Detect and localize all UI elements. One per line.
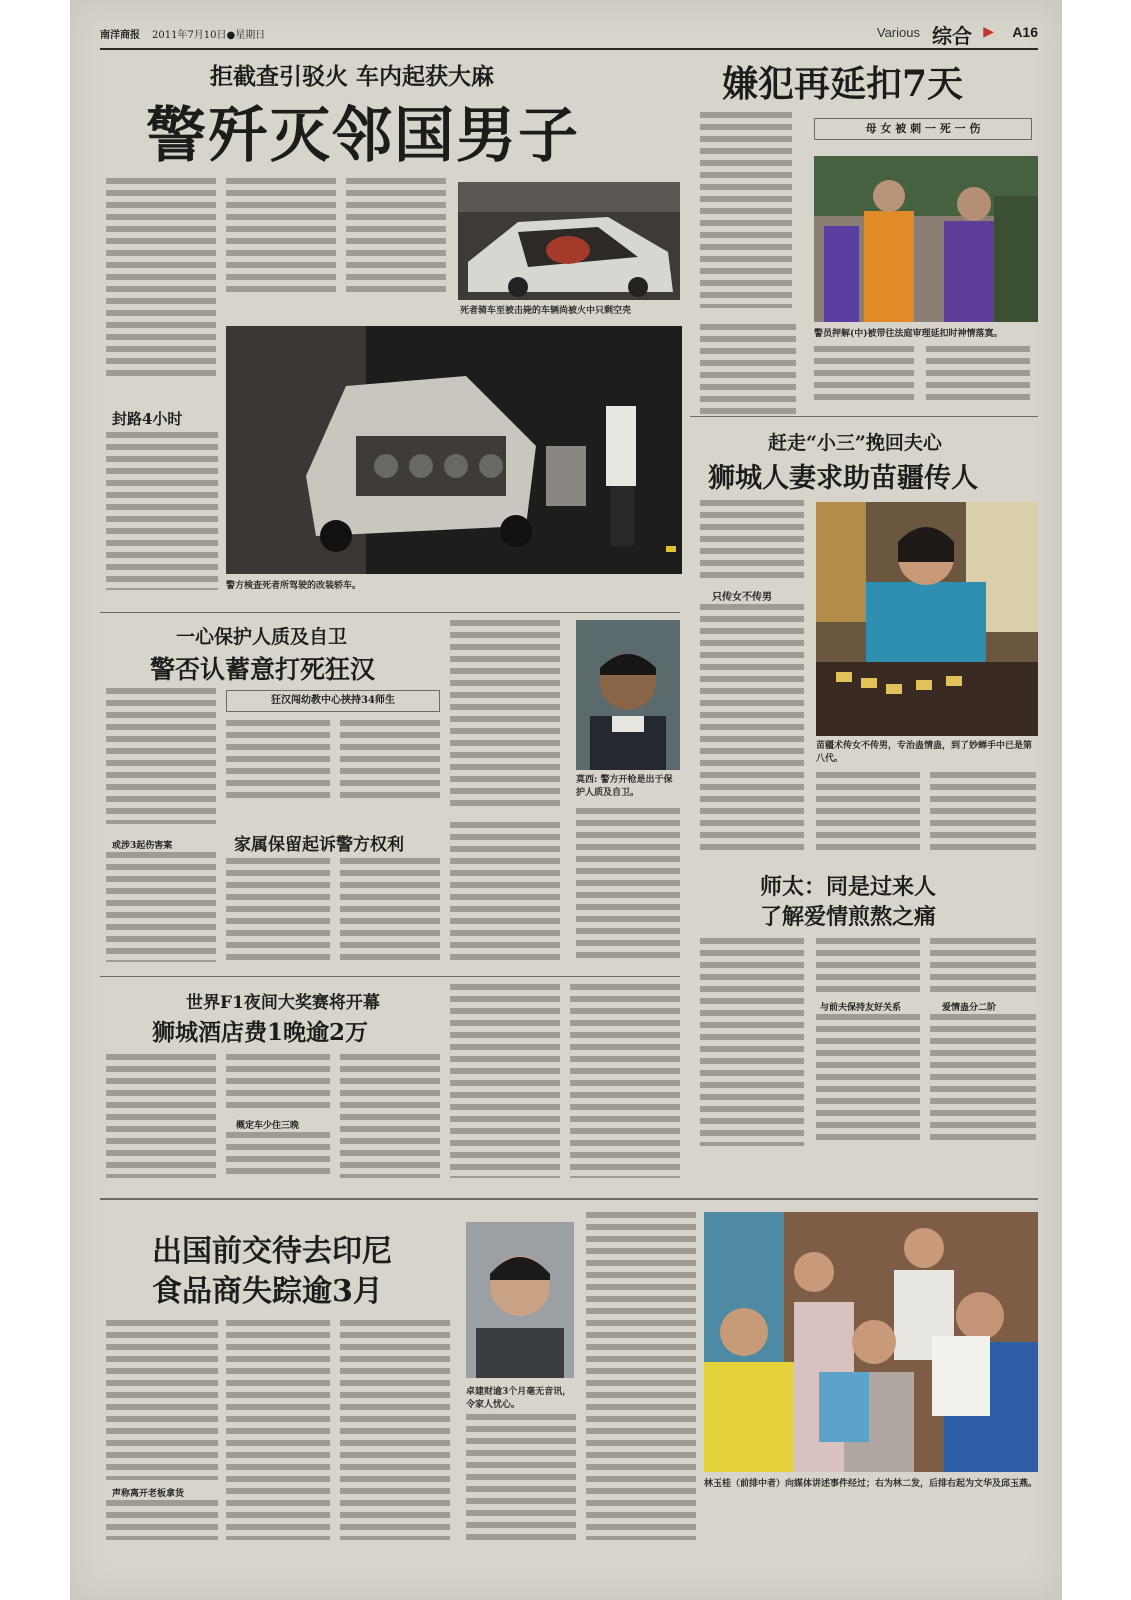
police-body-col-3 [346, 178, 446, 296]
mistress-subhead-2: 与前夫保持友好关系 [820, 1003, 902, 1013]
f1-body-col-5 [450, 984, 560, 1178]
hostage-body-col-2 [226, 720, 330, 804]
missing-headline-2: 食品商失踪逾3月 [152, 1274, 383, 1309]
suspect-image [814, 156, 1038, 322]
page-header [100, 18, 1038, 50]
police-body-col-4 [106, 432, 218, 590]
mistress-headline: 狮城人妻求助苗疆传人 [708, 463, 978, 494]
f1-subhead: 概定车少住三晚 [236, 1121, 300, 1131]
hostage-body-col-5 [106, 852, 216, 962]
police-kicker: 拒截查引驳火 车内起获大麻 [210, 63, 495, 90]
divider [100, 976, 680, 977]
family-photo [704, 1212, 1038, 1472]
missing-headline-1: 出国前交待去印尼 [152, 1234, 392, 1269]
police-chief-photo [576, 620, 680, 770]
family-caption: 林玉桂（前排中者）向媒体讲述事件经过；右为林二发，后排右起为文华及邱玉燕。 [704, 1479, 1038, 1489]
play-arrow-icon: ▶ [983, 24, 994, 40]
suspect-body-col-2 [700, 324, 796, 414]
police-chief-caption: 莫西: 警方开枪是出于保护人质及自卫。 [576, 775, 673, 798]
suspect-body-col-1 [700, 112, 792, 308]
mistress-body-col-9 [930, 1014, 1036, 1146]
missing-man-image [466, 1222, 574, 1378]
mistress-headline-2b: 了解爱情煎熬之痛 [760, 904, 937, 930]
suspect-kicker-box: 母 女 被 刺 一 死 一 伤 [814, 118, 1032, 140]
hostage-body-col-3 [340, 720, 440, 804]
hostage-subhead-2: 家属保留起诉警方权利 [234, 835, 404, 855]
missing-subhead: 声称离开老板拿货 [112, 1489, 185, 1499]
section-label-zh: 综合 [932, 24, 972, 48]
sorceress-caption: 苗疆术传女不传男，专治蛊情蛊，到了妙蝉手中已是第八代。 [816, 741, 1033, 764]
hostage-body-col-6 [226, 858, 330, 962]
page-number: A16 [1012, 24, 1038, 40]
burnt-car-caption: 死者骑车至被击毙的车辆尚被火中只剩空壳 [460, 306, 632, 316]
burnt-car-image [458, 182, 680, 300]
hostage-headline: 警否认蓄意打死狂汉 [150, 655, 376, 684]
missing-body-col-2 [106, 1500, 218, 1540]
suspect-headline: 嫌犯再延扣7天 [722, 63, 964, 105]
crime-scene-caption: 警方検查死者所驾驶的改装轿车。 [226, 581, 362, 591]
mistress-body-col-6 [816, 938, 920, 994]
suspect-body-col-3 [814, 346, 914, 406]
paper-name: 南洋商报 [100, 30, 140, 41]
hostage-body-col-4 [450, 620, 560, 810]
mistress-body-col-5 [700, 938, 804, 1146]
divider [690, 416, 1038, 417]
hostage-body-col-1 [106, 688, 216, 824]
burnt-car-photo [458, 182, 680, 300]
f1-body-col-1 [106, 1054, 216, 1178]
f1-headline: 狮城酒店费1晚逾2万 [152, 1019, 369, 1046]
missing-body-col-5 [466, 1414, 576, 1540]
f1-kicker: 世界F1夜间大奖赛将开幕 [186, 993, 380, 1013]
crime-scene-photo [226, 326, 682, 574]
police-body-col-2 [226, 178, 336, 296]
mistress-kicker: 赶走“小三”挽回夫心 [768, 432, 942, 454]
missing-man-photo [466, 1222, 574, 1378]
mistress-body-col-1 [700, 500, 804, 578]
police-chief-image [576, 620, 680, 770]
mistress-body-col-2 [700, 604, 804, 850]
mistress-headline-2: 师太：同是过来人 [760, 874, 937, 900]
hostage-body-col-7 [340, 858, 440, 962]
suspect-caption: 警员押解(中)被带往法庭审理延扣时神情落寞。 [814, 329, 1003, 339]
police-body-col-1 [106, 178, 216, 378]
hostage-kicker-box: 狂汉闯幼教中心挟持34师生 [226, 690, 440, 712]
police-headline: 警歼灭邻国男子 [146, 101, 580, 171]
mistress-body-col-7 [930, 938, 1036, 994]
missing-body-col-4 [340, 1320, 450, 1540]
divider [100, 612, 680, 613]
hostage-body-col-9 [576, 808, 680, 962]
missing-body-col-1 [106, 1320, 218, 1480]
f1-body-col-6 [570, 984, 680, 1178]
mistress-subhead-3: 爱情蛊分二阶 [942, 1003, 997, 1013]
hostage-body-col-8 [450, 822, 560, 962]
sorceress-photo [816, 502, 1038, 736]
mistress-body-col-3 [816, 772, 920, 850]
missing-body-col-3 [226, 1320, 330, 1540]
f1-body-col-3 [226, 1132, 330, 1178]
sorceress-image [816, 502, 1038, 736]
family-image [704, 1212, 1038, 1472]
mistress-body-col-8 [816, 1014, 920, 1146]
mistress-subhead-1: 只传女不传男 [712, 592, 772, 603]
hostage-kicker: 一心保护人质及自卫 [176, 626, 348, 648]
divider [100, 1198, 1038, 1200]
police-subhead: 封路4小时 [112, 410, 183, 428]
suspect-photo [814, 156, 1038, 322]
crime-scene-image [226, 326, 682, 574]
f1-body-col-2 [226, 1054, 330, 1110]
missing-body-col-6 [586, 1212, 696, 1540]
issue-date: 2011年7月10日●星期日 [152, 30, 266, 41]
f1-body-col-4 [340, 1054, 440, 1178]
suspect-body-col-4 [926, 346, 1030, 406]
missing-man-caption: 卓建财逾3个月毫无音讯，令家人忧心。 [466, 1387, 572, 1410]
hostage-subhead-1: 或涉3起伤害案 [112, 841, 173, 851]
mistress-body-col-4 [930, 772, 1036, 850]
section-label-en: Various [876, 25, 920, 40]
